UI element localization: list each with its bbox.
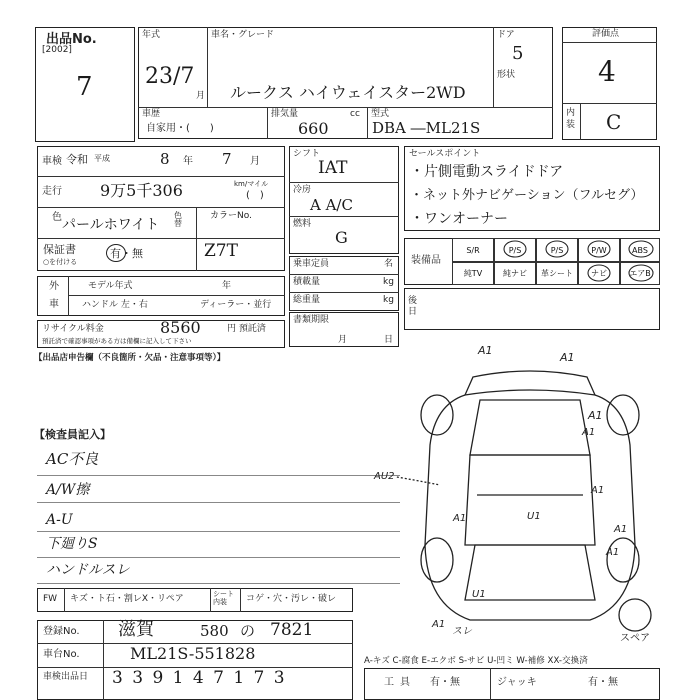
spare-label: スペア [620, 633, 650, 644]
diag-mark-11: U1 [472, 589, 486, 600]
km-label: km/マイル [234, 180, 269, 188]
color-change: 色替 [174, 211, 182, 228]
diag-mark-12: A1 [432, 619, 446, 630]
equip-leather: 革シート [536, 262, 578, 285]
inspection-era: 令和 [66, 153, 88, 166]
equipment-label: 装備品 [411, 255, 441, 266]
interior-label: 内装 [566, 108, 576, 130]
date-label: 車検出品日 [43, 672, 89, 682]
sales-point-1: ・片側電動スライドドア [410, 164, 564, 180]
damage-pointer [395, 475, 440, 485]
gross-unit: kg [383, 295, 394, 305]
circle-navi2 [588, 265, 610, 281]
equip-navi: 純ナビ [494, 262, 536, 285]
fw-sheet: シート内装 [213, 590, 234, 607]
diag-mark-13: スレ [452, 626, 472, 637]
diag-mark-2: A1 [560, 351, 575, 364]
inspector-note-4: 下廻りS [46, 536, 98, 552]
inspection-year: 8 [160, 150, 170, 168]
tools-options: 有・無 [430, 677, 460, 688]
circle-pw [588, 241, 610, 257]
load-label: 積載量 [293, 277, 321, 287]
sales-label: セールスポイント [409, 149, 481, 159]
jack-options: 有・無 [588, 677, 618, 688]
equip-ps2: P/S [536, 238, 578, 262]
year-label: 年式 [142, 30, 161, 40]
inspector-note-2: A/W擦 [46, 482, 90, 498]
inspection-month-unit: 月 [250, 156, 260, 167]
doc-day: 日 [384, 335, 394, 345]
mileage-label: 走行 [42, 186, 62, 197]
diag-mark-3: A1 [588, 409, 603, 422]
circle-abs [629, 241, 653, 257]
equip-pw: P/W [578, 238, 620, 262]
cc-unit: cc [350, 109, 360, 119]
interior-value: C [606, 110, 622, 134]
inspection-year-unit: 年 [183, 156, 193, 167]
lot-label: 出品No. [46, 32, 97, 47]
fuel-label: 燃料 [293, 219, 312, 229]
import-box [37, 276, 285, 316]
equip-abs: ABS [620, 238, 660, 262]
inspection-label: 車検 [42, 156, 62, 167]
diag-mark-4: A1 [582, 427, 596, 438]
inspection-month: 7 [222, 150, 232, 168]
year-value: 23/7 [145, 64, 195, 89]
registration-place: 滋賀 [118, 619, 154, 640]
vin-value: ML21S-551828 [130, 644, 256, 663]
door-value: 5 [512, 43, 524, 64]
dealer-options: ディーラー・並行 [200, 300, 272, 310]
sales-point-3: ・ワンオーナー [410, 211, 508, 227]
color-value: パールホワイト [62, 217, 160, 233]
displacement-value: 660 [298, 119, 329, 138]
fw-items: キズ・ト石・割レX・リペア [70, 594, 184, 604]
warranty-sub: ○を付ける [43, 258, 78, 266]
gross-label: 総重量 [293, 295, 321, 305]
seller-remarks-label: 【出品店申告欄（不良箇所・欠品・注意事項等）】 [34, 353, 226, 363]
circle-ps [504, 241, 526, 257]
inspector-note-3: A-U [46, 512, 73, 528]
color-label: 色 [52, 212, 62, 223]
shape-label: 形状 [497, 70, 516, 80]
equipment-circles [404, 237, 660, 287]
tools-label: 工具 [384, 677, 416, 688]
passengers-unit: 名 [384, 259, 394, 269]
circle-airbag [629, 265, 653, 281]
spare-tire [619, 599, 651, 631]
inspector-note-5: ハンドルスレ [46, 562, 130, 578]
warranty-yes-circle [106, 244, 126, 262]
inspector-label: 【検査員記入】 [34, 428, 111, 441]
carname-value: ルークス ハイウェイスター2WD [230, 83, 466, 102]
registration-kana: の [240, 622, 256, 640]
registration-label: 登録No. [43, 626, 80, 637]
diag-mark-6: A1 [453, 513, 467, 524]
registration-class: 580 [200, 622, 229, 640]
shift-value: IAT [318, 158, 348, 178]
equip-airbag: エアB [620, 262, 660, 285]
vin-label: 車台No. [43, 649, 80, 660]
circle-ps2 [546, 241, 568, 257]
door-label: ドア [497, 30, 515, 40]
diag-mark-7: A1 [591, 485, 605, 496]
rating-label: 評価点 [592, 29, 620, 39]
car-body-outline [425, 395, 635, 620]
car-roof-outline [465, 371, 595, 395]
rear-box [404, 288, 660, 330]
rear-label: 後日 [408, 296, 418, 317]
sales-point-2: ・ネット外ナビゲーション（フルセグ） [410, 188, 644, 203]
recycle-unit: 円 預託済 [227, 324, 266, 334]
registration-number: 7821 [270, 620, 314, 640]
lot-year-tag: [2002] [42, 45, 72, 55]
diag-mark-1: A1 [478, 344, 493, 357]
carname-label: 車名・グレード [211, 30, 275, 40]
equip-sr: S/R [452, 238, 494, 262]
date-value: 3 3 9 1 4 7 1 7 3 [112, 668, 287, 688]
doc-month: 月 [338, 335, 348, 345]
model-year-label: モデル年式 [88, 281, 133, 291]
warranty-label: 保証書 [43, 243, 76, 256]
car-cabin-outline [465, 455, 595, 545]
car-hood-outline [470, 400, 590, 455]
ac-value: A A/C [310, 196, 353, 214]
equip-ps1: P/S [494, 238, 536, 262]
diag-mark-10: A1 [606, 547, 620, 558]
model-label: 型式 [371, 109, 390, 119]
jack-label: ジャッキ [497, 677, 537, 688]
front-right-wheel [607, 395, 639, 435]
fw-label: FW [43, 594, 58, 604]
color-no-value: Z7T [204, 241, 238, 261]
recycle-note: 預託済で確認事項がある方は備欄に記入して下さい [42, 337, 192, 345]
mileage-value: 9万5千306 [100, 181, 183, 200]
import-side1: 外 [49, 281, 59, 292]
import-side2: 車 [49, 299, 59, 310]
equip-tv: 純TV [452, 262, 494, 285]
year-unit: 月 [196, 91, 206, 101]
model-value: DBA ―ML21S [372, 119, 481, 137]
handle-options: ハンドル 左・右 [82, 300, 148, 310]
fuel-value: G [335, 228, 348, 247]
equip-navi2: ナビ [578, 262, 620, 285]
car-diagram [395, 355, 665, 645]
warranty-options: 有・無 [110, 247, 143, 260]
lot-box [35, 27, 135, 142]
km-paren: ( ) [246, 190, 264, 201]
fw-items2: コゲ・穴・汚レ・破レ [246, 594, 337, 604]
passengers-label: 乗車定員 [293, 259, 330, 269]
load-unit: kg [383, 277, 394, 287]
rating-value: 4 [598, 55, 616, 88]
recycle-label: リサイクル料金 [42, 324, 104, 334]
diag-mark-8: A1 [614, 524, 628, 535]
ac-label: 冷房 [293, 185, 312, 195]
color-no-label: カラーNo. [210, 211, 252, 221]
lot-number: 7 [76, 72, 93, 102]
usage-label: 車歴 [142, 109, 161, 119]
usage-value: 自家用・( ) [146, 123, 214, 134]
model-year-unit: 年 [222, 281, 232, 291]
inspection-era-alt: 平成 [94, 154, 110, 163]
front-left-wheel [421, 395, 453, 435]
shift-label: シフト [293, 149, 321, 159]
inspector-note-1: AC不良 [46, 450, 99, 468]
doc-expiry-label: 書類期限 [293, 315, 330, 325]
diag-mark-5: U1 [527, 511, 541, 522]
recycle-value: 8560 [160, 318, 201, 337]
diag-mark-9: AU2 [374, 471, 395, 482]
displacement-label: 排気量 [271, 109, 299, 119]
damage-legend: A-キズ C-腐食 E-エクボ S-サビ U-凹ミ W-補修 XX-交換済 [364, 656, 588, 666]
